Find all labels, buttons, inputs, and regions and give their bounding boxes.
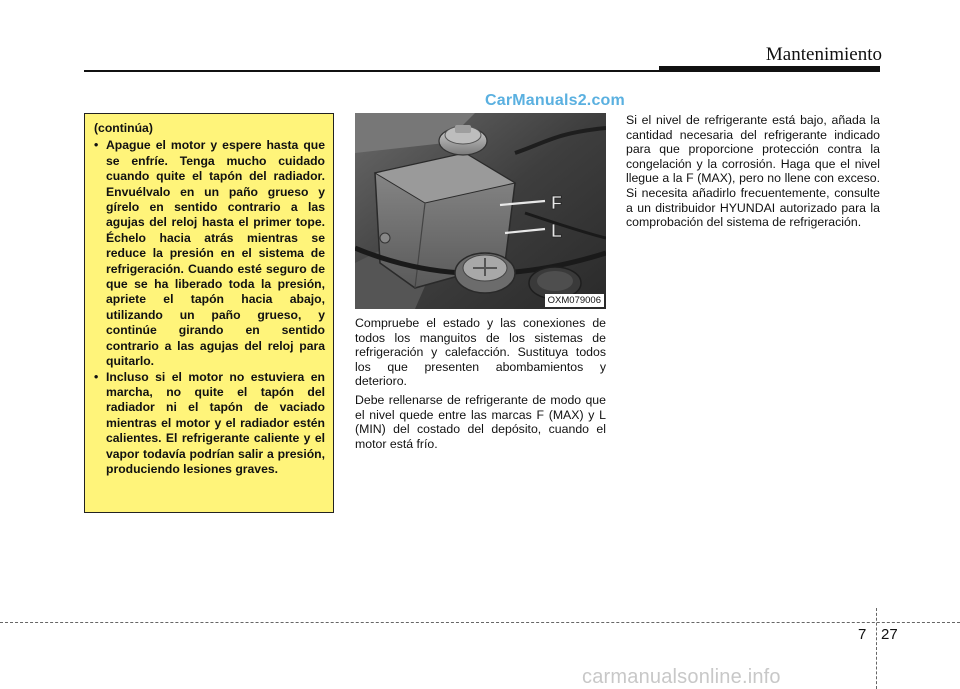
section-title: Mantenimiento [765, 44, 882, 65]
paragraph: Debe rellenarse de refrigerante de modo que el nivel quede entre las marcas F (MAX) y L (MIN) del costado del depósito, cuando el motor está frío. [355, 392, 606, 451]
engine-bay-illustration [355, 113, 606, 309]
min-mark-label: L [551, 221, 562, 241]
paragraph: Si el nivel de refrigerante está bajo, añada la cantidad necesaria del refrigerante indicado para que proporcione protección contra la congelación y la corrosión. Haga que el nivel llegue a la F (MAX), pero no llene con exceso. Si necesita añadirlo frecuentemente, consulte a un distribuidor HYUNDAI autorizado para la comprobación del sistema de refrigeración. [626, 113, 880, 230]
warning-box [84, 113, 334, 513]
footer-rule [0, 622, 960, 623]
coolant-reservoir-photo [355, 113, 606, 309]
watermark-link[interactable]: CarManuals2.com [485, 92, 625, 109]
warning-item: • Apague el motor y espere hasta que se enfríe. Tenga mucho cuidado cuando quite el tapón del radiador. Envuélvalo en un paño grueso y gírelo en sentido contrario a las agujas del reloj hasta el primer tope. Échelo hacia atrás mientras se reduce la presión en el sistema de refrigeración. Cuando esté seguro de que se ha liberado toda la presión, apriete el tapón hacia abajo, utilizando un paño grueso, y continúe girando en sentido contrario a las agujas del reloj para quitarlo. [94, 138, 325, 369]
figure-code: OXM079006 [545, 294, 604, 307]
text-column-right [626, 113, 880, 230]
page-number: 27 [881, 626, 898, 643]
site-watermark[interactable]: carmanualsonline.info [582, 666, 781, 688]
chapter-number: 7 [858, 626, 867, 643]
footer-divider [876, 608, 877, 689]
warning-item: • Incluso si el motor no estuviera en marcha, no quite el tapón del radiador ni el tapón de vaciado mientras el motor y el radiador estén calientes. El refrigerante caliente y el vapor todavía podrían salir a presión, produciendo lesiones graves. [94, 370, 325, 478]
text-column-middle [355, 316, 606, 451]
header-rule-accent [659, 66, 880, 72]
paragraph: Compruebe el estado y las conexiones de todos los manguitos de los sistemas de refrigeración y calefacción. Sustituya todos los que presenten abombamientos y deterioro. [355, 316, 606, 389]
continued-label: (continúa) [94, 121, 153, 135]
header-rule [84, 70, 664, 72]
max-mark-label: F [551, 193, 562, 213]
warning-list [94, 138, 325, 477]
